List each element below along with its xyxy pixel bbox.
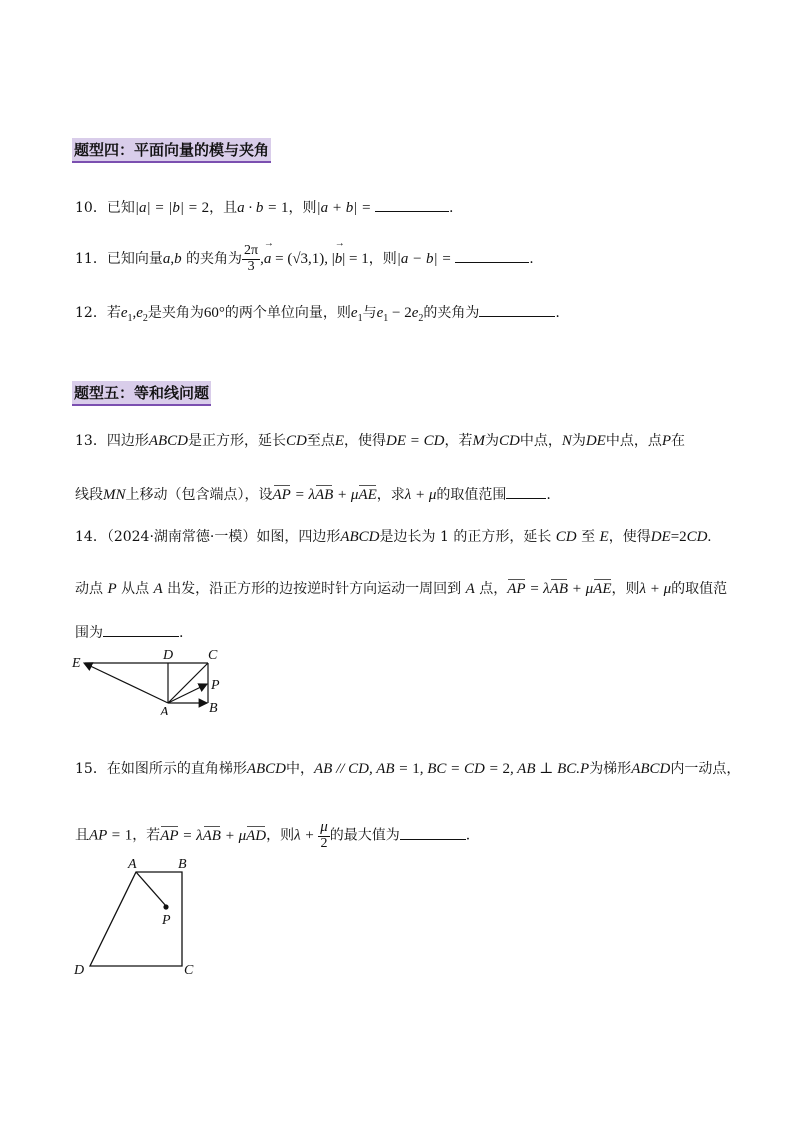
math-10b: a · b = [237,200,281,216]
math-10a: |a| = |b| = [134,200,202,216]
figure-14 [70,645,230,715]
problem-13-line-2: 线段MN上移动（包含端点），设AP = λAB + μAE，求λ + μ的取值范围 . [75,484,551,504]
label-D: D [74,963,85,978]
answer-blank-10[interactable] [375,197,449,212]
label-P: P [162,913,171,928]
problem-12: 12．若$e_1,e_2$是夹角为60°的两个单位向量，则$e_1$与$e_1 - 2e_2$的夹角为 . [75,302,560,324]
segment-AC [168,663,208,703]
label-P: P [211,678,220,693]
problem-13-line-1: 13．四边形ABCD是正方形，延长CD至点E，使得DE = CD，若M为CD中点，N为DE中点，点P在 [75,433,686,449]
section-heading-5: 题型五：等和线问题 [72,381,211,406]
problem-14-line-2: 动点 P 从点 A 出发，沿正方形的边按逆时针方向运动一周回到 A 点，AP = λAB + μAE，则λ + μ的取值范 [75,581,728,597]
point-P [163,904,168,909]
section-heading-4: 题型四：平面向量的模与夹角 [72,138,271,163]
fraction-mu-2: $\frac{\mu}{2}$ [320,819,328,851]
vector-AP [168,684,207,703]
vector-AE [84,663,168,703]
label-D: D [163,648,174,663]
label-B: B [209,701,218,715]
problem-14-line-3: 围为 . [75,622,183,642]
problem-15-line-2: 且AP = 1，若AP = λAB + μAD，则λ + $\frac{\mu}{2}$ 的最大值为 . [75,819,471,851]
label-E: E [72,656,81,671]
answer-blank-14[interactable] [103,622,179,637]
problem-11: 11．已知向量a,b 的夹角为 $\frac{2\pi}{3}$ ,a → = (√3,1), |b →| = 1，则|a − b| = . [75,244,534,274]
label-B: B [178,857,187,872]
problem-14-line-1: 14．（2024·湖南常德·一模）如图，四边形ABCD是边长为 1 的正方形，延长 CD 至 E，使得DE=2CD. [75,529,712,545]
math-10c: |a + b| = [316,200,375,216]
answer-blank-15[interactable] [400,825,466,840]
answer-blank-11[interactable] [455,248,529,263]
label-C: C [184,963,194,978]
fraction-2pi-3: $\frac{2\pi}{3}$ [244,243,259,274]
label-A: A [128,857,137,872]
label-A: A [160,705,169,715]
problem-10: 10．已知|a| = |b| = 2，且a · b = 1，则|a + b| = . [75,197,453,217]
answer-blank-12[interactable] [479,302,555,317]
problem-15-line-1: 15．在如图所示的直角梯形ABCD中，AB // CD, AB = 1, BC = CD = 2, AB ⊥ BC.P为梯形ABCD内一动点， [75,761,741,777]
answer-blank-13[interactable] [506,484,546,499]
segment-AP [136,872,166,906]
label-C: C [208,648,218,663]
figure-15 [70,852,210,982]
